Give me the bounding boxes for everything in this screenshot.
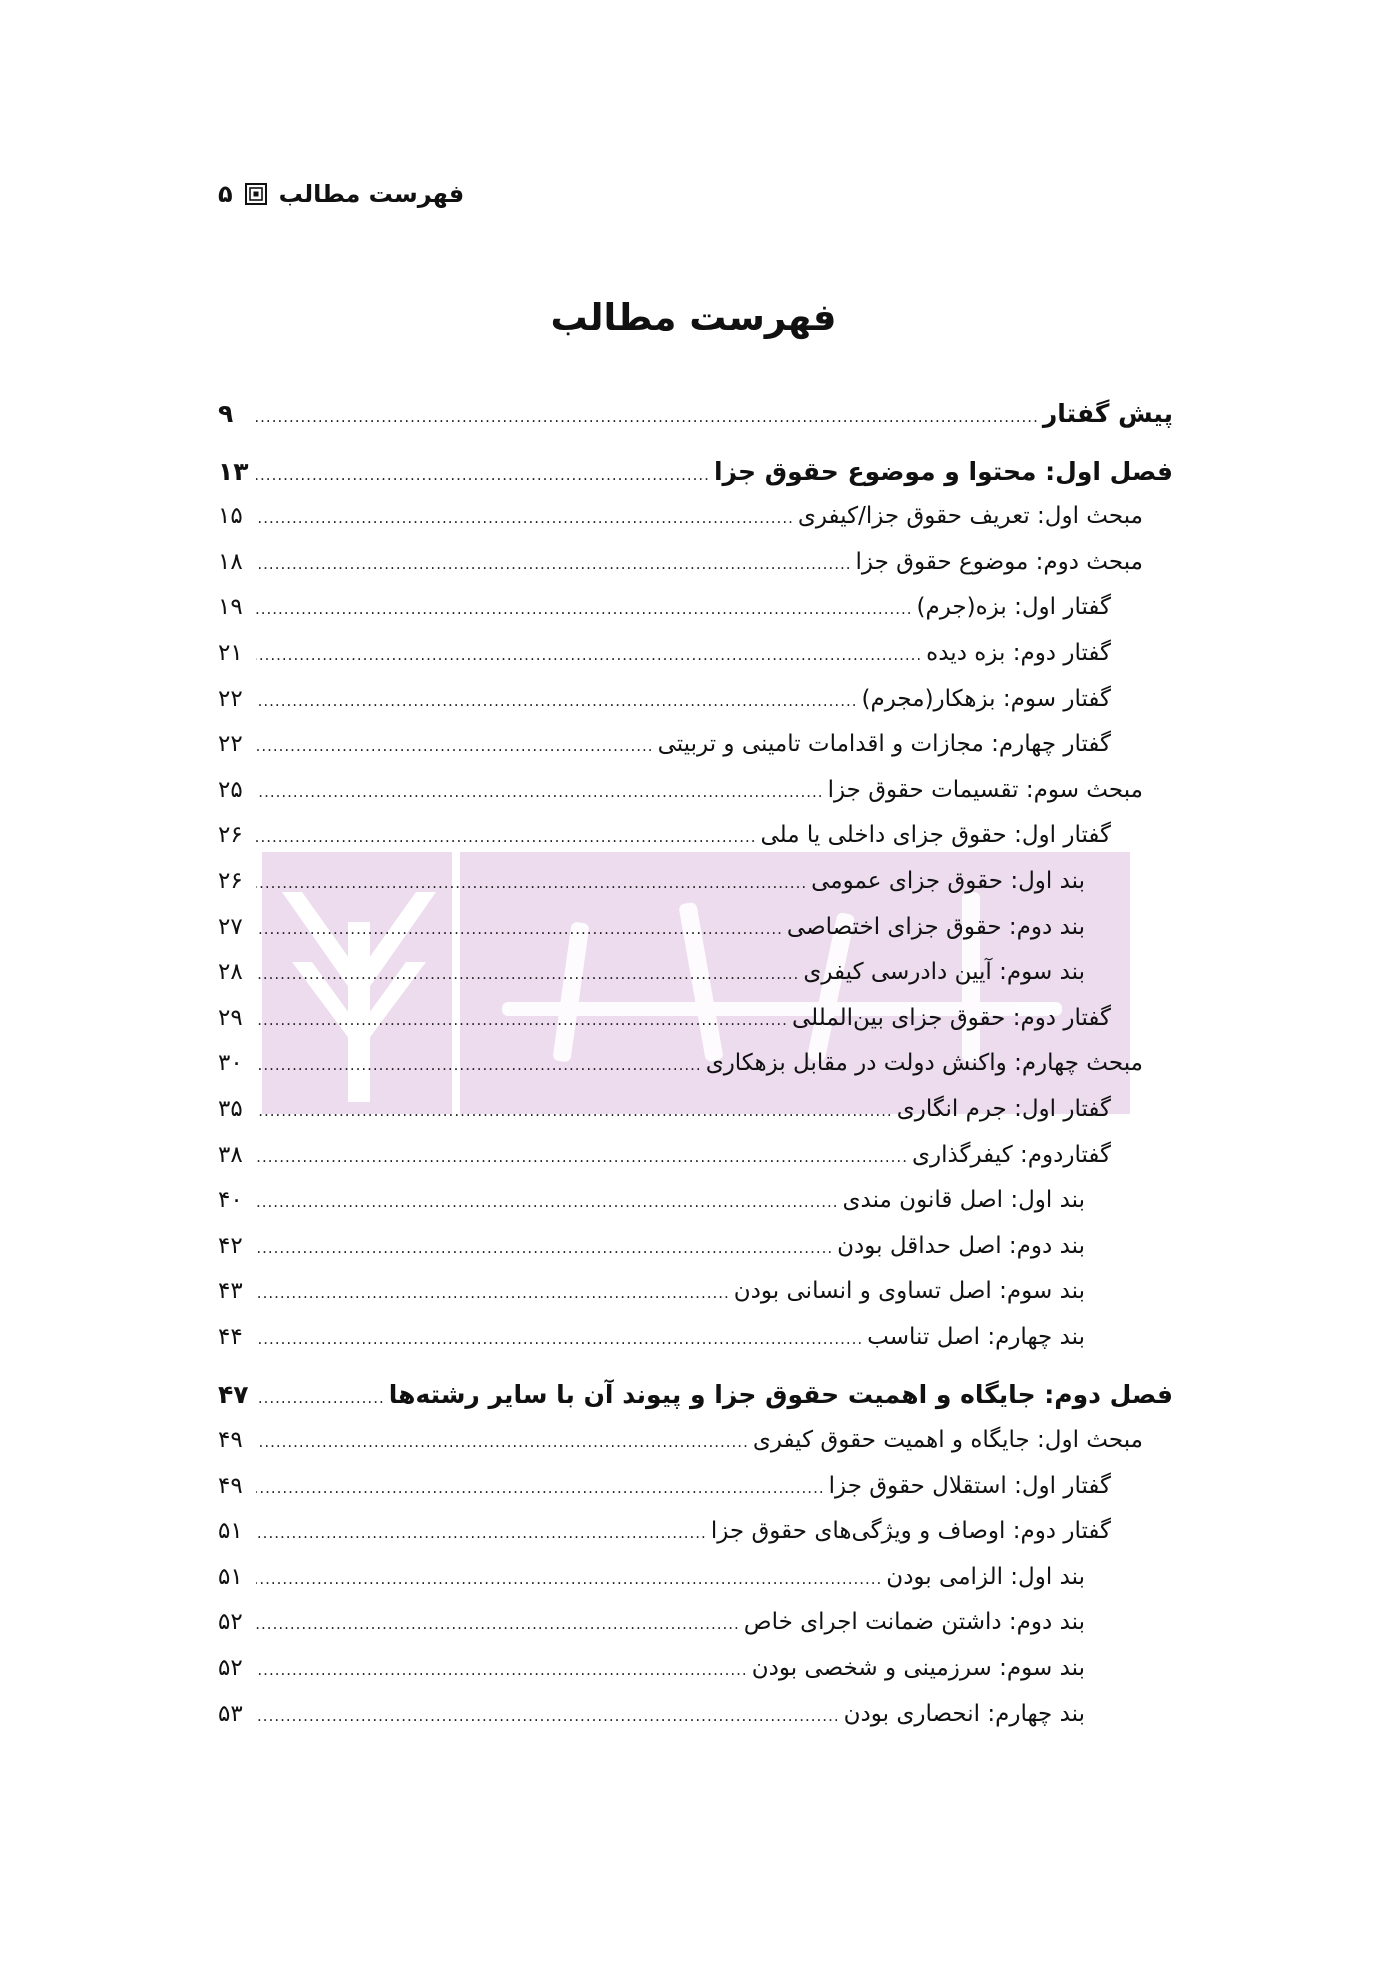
toc-entry[interactable] [218, 722, 1173, 768]
toc-entry-title: گفتاردوم: کیفرگذاری [911, 1141, 1111, 1168]
toc-entry[interactable] [218, 677, 1173, 723]
toc-entry[interactable] [218, 1372, 1173, 1418]
toc-entry[interactable] [218, 1315, 1173, 1361]
toc-entry-title: گفتار دوم: اوصاف و ویژگی‌های حقوق جزا [710, 1518, 1111, 1545]
toc-entry-page: ۵۲ [218, 1609, 243, 1636]
toc-entry-title: گفتار اول: استقلال حقوق جزا [828, 1472, 1111, 1499]
toc-entry[interactable] [218, 813, 1173, 859]
toc-entry-page: ۴۰ [218, 1187, 243, 1214]
toc-entry[interactable] [218, 1509, 1173, 1555]
toc-entry-title: مبحث چهارم: واکنش دولت در مقابل بزهکاری [705, 1050, 1143, 1077]
toc-entry-page: ۲۲ [218, 685, 243, 712]
toc-entry-page: ۹ [218, 399, 234, 428]
toc-entry[interactable] [218, 1692, 1173, 1738]
toc-entry-title: بند سوم: سرزمینی و شخصی بودن [751, 1655, 1085, 1682]
toc-entry-page: ۲۵ [218, 776, 243, 803]
toc-entry-title: بند دوم: داشتن ضمانت اجرای خاص [743, 1609, 1085, 1636]
dot-leader [256, 861, 807, 907]
toc-entry[interactable] [218, 1133, 1173, 1179]
toc-entry-title: فصل اول: محتوا و موضوع حقوق جزا [713, 456, 1173, 486]
toc-entry[interactable] [218, 1041, 1173, 1087]
toc-entry-title: گفتار اول: بزه(جرم) [916, 594, 1111, 621]
toc-entry-title: بند چهارم: انحصاری بودن [843, 1700, 1085, 1727]
toc-entry-title: فصل دوم: جایگاه و اهمیت حقوق جزا و پیوند آن با سایر رشته‌ها [388, 1380, 1173, 1410]
toc-entry-title: بند دوم: حقوق جزای اختصاصی [786, 913, 1085, 940]
dot-leader [256, 1135, 908, 1181]
toc-entry-title: گفتار سوم: بزهکار(مجرم) [861, 685, 1111, 712]
toc-entry-title: بند اول: حقوق جزای عمومی [811, 867, 1085, 894]
toc-entry-title: بند سوم: اصل تساوی و انسانی بودن [733, 1278, 1085, 1305]
dot-leader [256, 587, 913, 633]
header-page-number: ۵ [218, 180, 233, 208]
dot-leader [256, 633, 922, 679]
header-title: فهرست مطالب [278, 180, 465, 208]
toc-entry-page: ۴۷ [218, 1380, 249, 1410]
toc-entry[interactable] [218, 391, 1173, 437]
dot-leader [256, 724, 654, 770]
toc-entry-page: ۱۳ [218, 456, 249, 486]
dot-leader [256, 453, 710, 499]
toc-entry-page: ۳۰ [218, 1050, 243, 1077]
toc-entry[interactable] [218, 1555, 1173, 1601]
toc-entry-page: ۲۸ [218, 959, 243, 986]
toc-entry[interactable] [218, 1087, 1173, 1133]
toc-entry-title: بند سوم: آیین دادرسی کیفری [803, 959, 1085, 986]
square-ornament-icon [245, 183, 267, 205]
toc-entry-title: گفتار دوم: حقوق جزای بین‌المللی [791, 1004, 1111, 1031]
dot-leader [256, 395, 1039, 441]
toc-entry[interactable] [218, 950, 1173, 996]
dot-leader [256, 1420, 749, 1466]
toc-entry[interactable] [218, 768, 1173, 814]
toc-entry-page: ۲۱ [218, 639, 243, 666]
page-title: فهرست مطالب [550, 296, 837, 339]
toc-entry-title: مبحث اول: تعریف حقوق جزا/کیفری [797, 503, 1143, 530]
toc-entry-page: ۳۸ [218, 1141, 243, 1168]
dot-leader [256, 1602, 740, 1648]
dot-leader [256, 998, 788, 1044]
dot-leader [256, 1317, 863, 1363]
toc-entry[interactable] [218, 1178, 1173, 1224]
toc-entry-page: ۲۹ [218, 1004, 243, 1031]
dot-leader [256, 815, 757, 861]
dot-leader [256, 1511, 707, 1557]
toc-entry-page: ۴۴ [218, 1323, 243, 1350]
toc-entry-title: گفتار اول: حقوق جزای داخلی یا ملی [760, 822, 1111, 849]
toc-entry-title: گفتار دوم: بزه دیده [926, 639, 1111, 666]
toc-entry-page: ۵۳ [218, 1700, 243, 1727]
toc-entry[interactable] [218, 859, 1173, 905]
toc-entry-page: ۱۵ [218, 503, 243, 530]
toc-entry[interactable] [218, 1464, 1173, 1510]
toc-entry-title: مبحث اول: جایگاه و اهمیت حقوق کیفری [752, 1427, 1143, 1454]
toc-entry-title: بند دوم: اصل حداقل بودن [837, 1232, 1085, 1259]
dot-leader [256, 1180, 839, 1226]
toc-entry-page: ۲۲ [218, 731, 243, 758]
toc-entry-page: ۳۵ [218, 1095, 243, 1122]
dot-leader [256, 1043, 702, 1089]
dot-leader [256, 1089, 893, 1135]
toc-entry-page: ۵۱ [218, 1518, 243, 1545]
toc-entry[interactable] [218, 1269, 1173, 1315]
toc-entry-title: بند اول: الزامی بودن [886, 1563, 1085, 1590]
dot-leader [256, 1557, 882, 1603]
dot-leader [256, 542, 852, 588]
dot-leader [256, 1466, 825, 1512]
dot-leader [256, 496, 794, 542]
dot-leader [256, 907, 783, 953]
toc-entry-page: ۲۶ [218, 867, 243, 894]
toc-entry[interactable] [218, 1418, 1173, 1464]
dot-leader [256, 1376, 385, 1422]
toc-entry-title: بند اول: اصل قانون مندی [842, 1187, 1085, 1214]
toc-entry-page: ۲۶ [218, 822, 243, 849]
toc-entry[interactable] [218, 585, 1173, 631]
dot-leader [256, 1648, 748, 1694]
toc-entry-page: ۲۷ [218, 913, 243, 940]
dot-leader [256, 679, 858, 725]
toc-entry[interactable] [218, 1224, 1173, 1270]
toc-entry-page: ۴۹ [218, 1472, 243, 1499]
toc-entry-page: ۴۲ [218, 1232, 243, 1259]
toc-entry[interactable] [218, 494, 1173, 540]
dot-leader [256, 1271, 730, 1317]
dot-leader [256, 1694, 840, 1740]
toc-entry-title: گفتار اول: جرم انگاری [896, 1095, 1111, 1122]
dot-leader [256, 1226, 833, 1272]
toc-entry-page: ۵۲ [218, 1655, 243, 1682]
toc-entry-title: مبحث سوم: تقسیمات حقوق جزا [827, 776, 1143, 803]
dot-leader [256, 770, 824, 816]
toc-entry-title: پیش گفتار [1042, 399, 1173, 428]
toc-entry-title: مبحث دوم: موضوع حقوق جزا [855, 548, 1143, 575]
toc-entry[interactable] [218, 1646, 1173, 1692]
running-header [218, 180, 464, 208]
toc-entry-page: ۱۸ [218, 548, 243, 575]
toc-entry-page: ۱۹ [218, 594, 243, 621]
toc-entry[interactable] [218, 996, 1173, 1042]
toc-entry[interactable] [218, 631, 1173, 677]
toc-entry-page: ۴۳ [218, 1278, 243, 1305]
toc-entry-title: بند چهارم: اصل تناسب [867, 1323, 1085, 1350]
toc-entry-page: ۵۱ [218, 1563, 243, 1590]
toc-entry-page: ۴۹ [218, 1427, 243, 1454]
toc-entry[interactable] [218, 905, 1173, 951]
toc-entry[interactable] [218, 1600, 1173, 1646]
table-of-contents [218, 391, 1173, 1737]
toc-entry[interactable] [218, 449, 1173, 495]
dot-leader [256, 952, 799, 998]
toc-entry[interactable] [218, 540, 1173, 586]
toc-entry-title: گفتار چهارم: مجازات و اقدامات تامینی و تربیتی [657, 731, 1111, 758]
